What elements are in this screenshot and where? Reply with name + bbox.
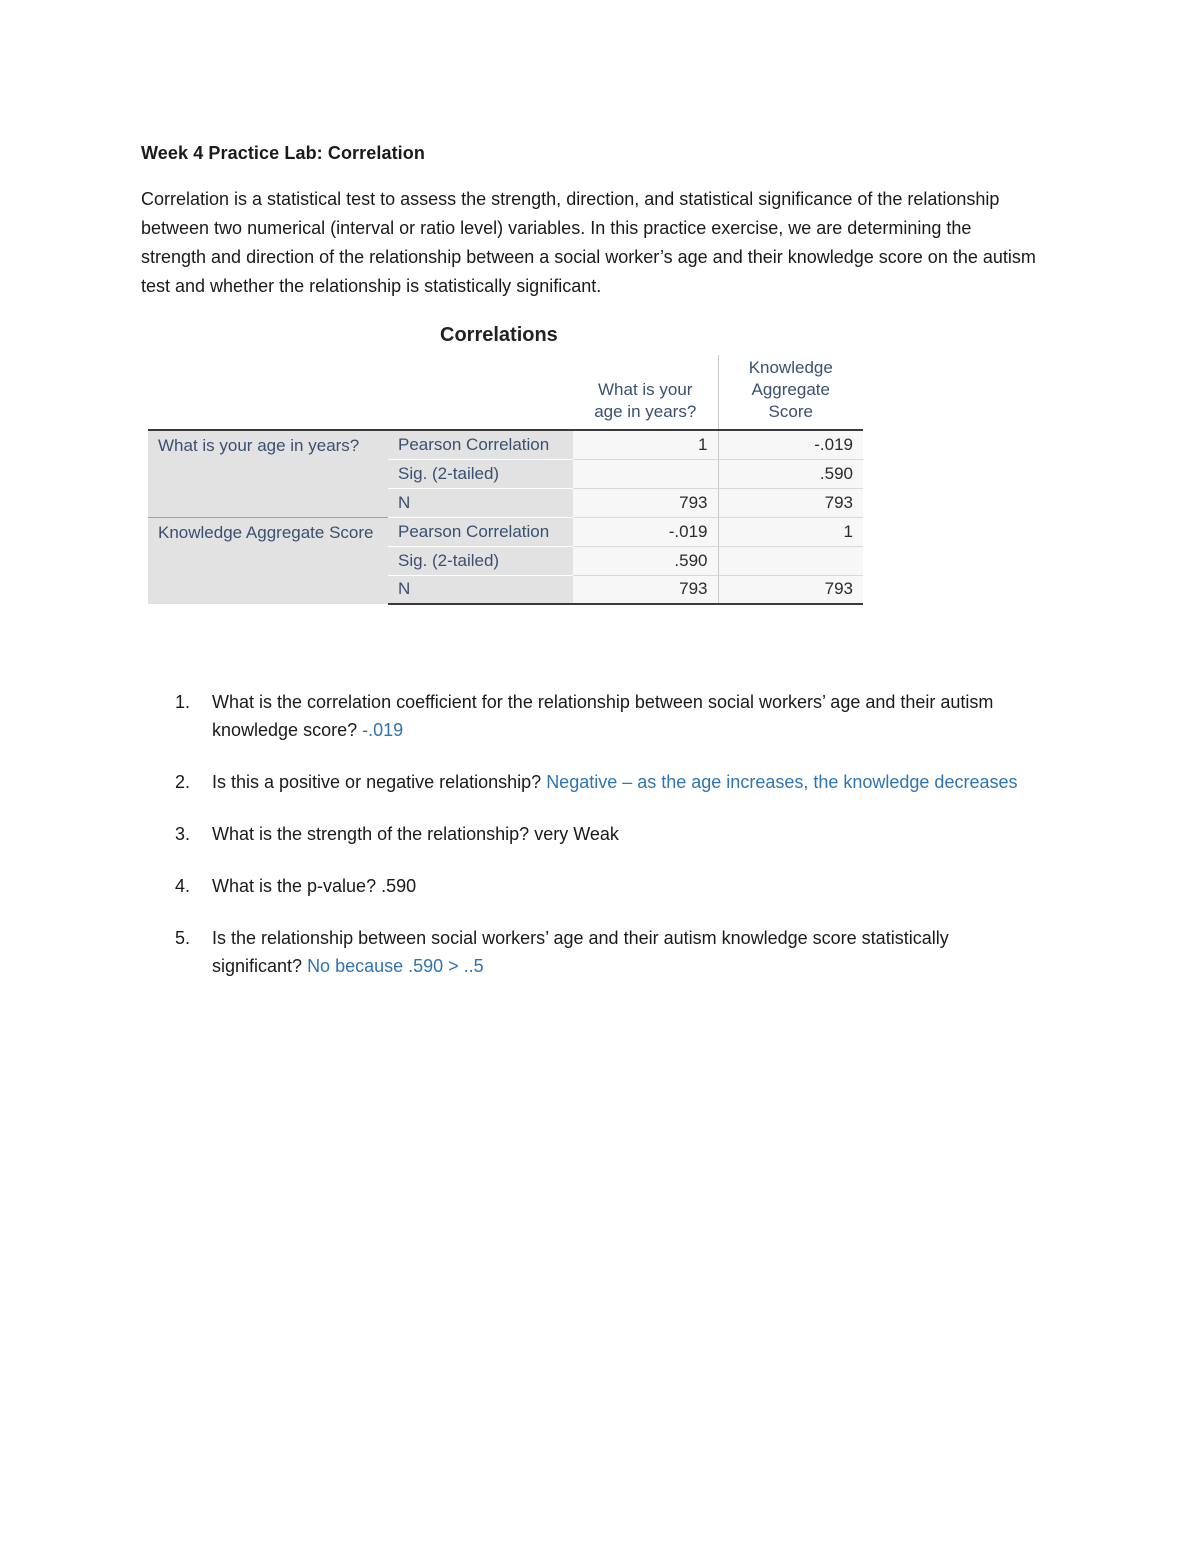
table-cell: 793	[573, 575, 718, 604]
table-cell: 793	[718, 575, 863, 604]
answer-text: No because .590 > ..5	[307, 956, 484, 976]
stat-label: Sig. (2-tailed)	[388, 459, 573, 488]
question-number: 2.	[175, 772, 191, 792]
question-text: What is the correlation coefficient for the relationship between social workers’ age and their autism knowledge score?	[212, 692, 994, 740]
table-cell: 793	[573, 488, 718, 517]
answer-text: Negative – as the age increases, the knowledge decreases	[546, 772, 1018, 792]
answer-text: very Weak	[534, 824, 619, 844]
intro-paragraph: Correlation is a statistical test to assess the strength, direction, and statistical significance of the relationship between two numerical (interval or ratio level) variables. In this practice exercise, we are determining the strength and direction of the relationship between a social worker’s age and their knowledge score on the autism test and whether the relationship is statistically significant.	[141, 189, 1036, 296]
col-header-knowledge: Knowledge Aggregate Score	[748, 358, 833, 421]
question-text: Is this a positive or negative relationship?	[212, 772, 547, 792]
question-number: 5.	[175, 928, 191, 948]
answer-text: .590	[381, 876, 417, 896]
stat-label: N	[388, 488, 573, 517]
row-label-age: What is your age in years?	[148, 430, 388, 517]
table-row	[148, 517, 863, 546]
table-cell	[573, 459, 718, 488]
table-cell: 1	[573, 430, 718, 459]
stat-label: Pearson Correlation	[388, 430, 573, 459]
table-cell: .590	[573, 546, 718, 575]
list-item	[175, 688, 1035, 744]
list-item	[175, 872, 1035, 900]
question-text: Is the relationship between social workers’ age and their autism knowledge score statistically significant?	[212, 928, 949, 976]
col-header-age: What is your age in years?	[573, 355, 718, 430]
question-number: 1.	[175, 692, 191, 712]
table-title: Correlations	[440, 324, 558, 346]
stat-label: Sig. (2-tailed)	[388, 546, 573, 575]
table-cell: 793	[718, 488, 863, 517]
list-item	[175, 820, 1035, 848]
correlations-table	[148, 355, 863, 605]
table-header-row	[148, 355, 863, 430]
stat-label: N	[388, 575, 573, 604]
table-cell	[718, 546, 863, 575]
row-label-knowledge: Knowledge Aggregate Score	[148, 517, 388, 604]
table-cell: -.019	[718, 430, 863, 459]
page-title: Week 4 Practice Lab: Correlation	[141, 143, 425, 163]
question-text: What is the p-value?	[212, 876, 382, 896]
answer-text: -.019	[362, 720, 404, 740]
table-cell: .590	[718, 459, 863, 488]
stat-label: Pearson Correlation	[388, 517, 573, 546]
question-number: 3.	[175, 824, 191, 844]
question-number: 4.	[175, 876, 191, 896]
header-blank	[148, 355, 573, 430]
question-list	[175, 688, 1035, 1004]
table-cell: 1	[718, 517, 863, 546]
list-item	[175, 768, 1035, 796]
question-text: What is the strength of the relationship?	[212, 824, 535, 844]
table-row	[148, 430, 863, 459]
list-item	[175, 924, 1035, 980]
table-cell: -.019	[573, 517, 718, 546]
